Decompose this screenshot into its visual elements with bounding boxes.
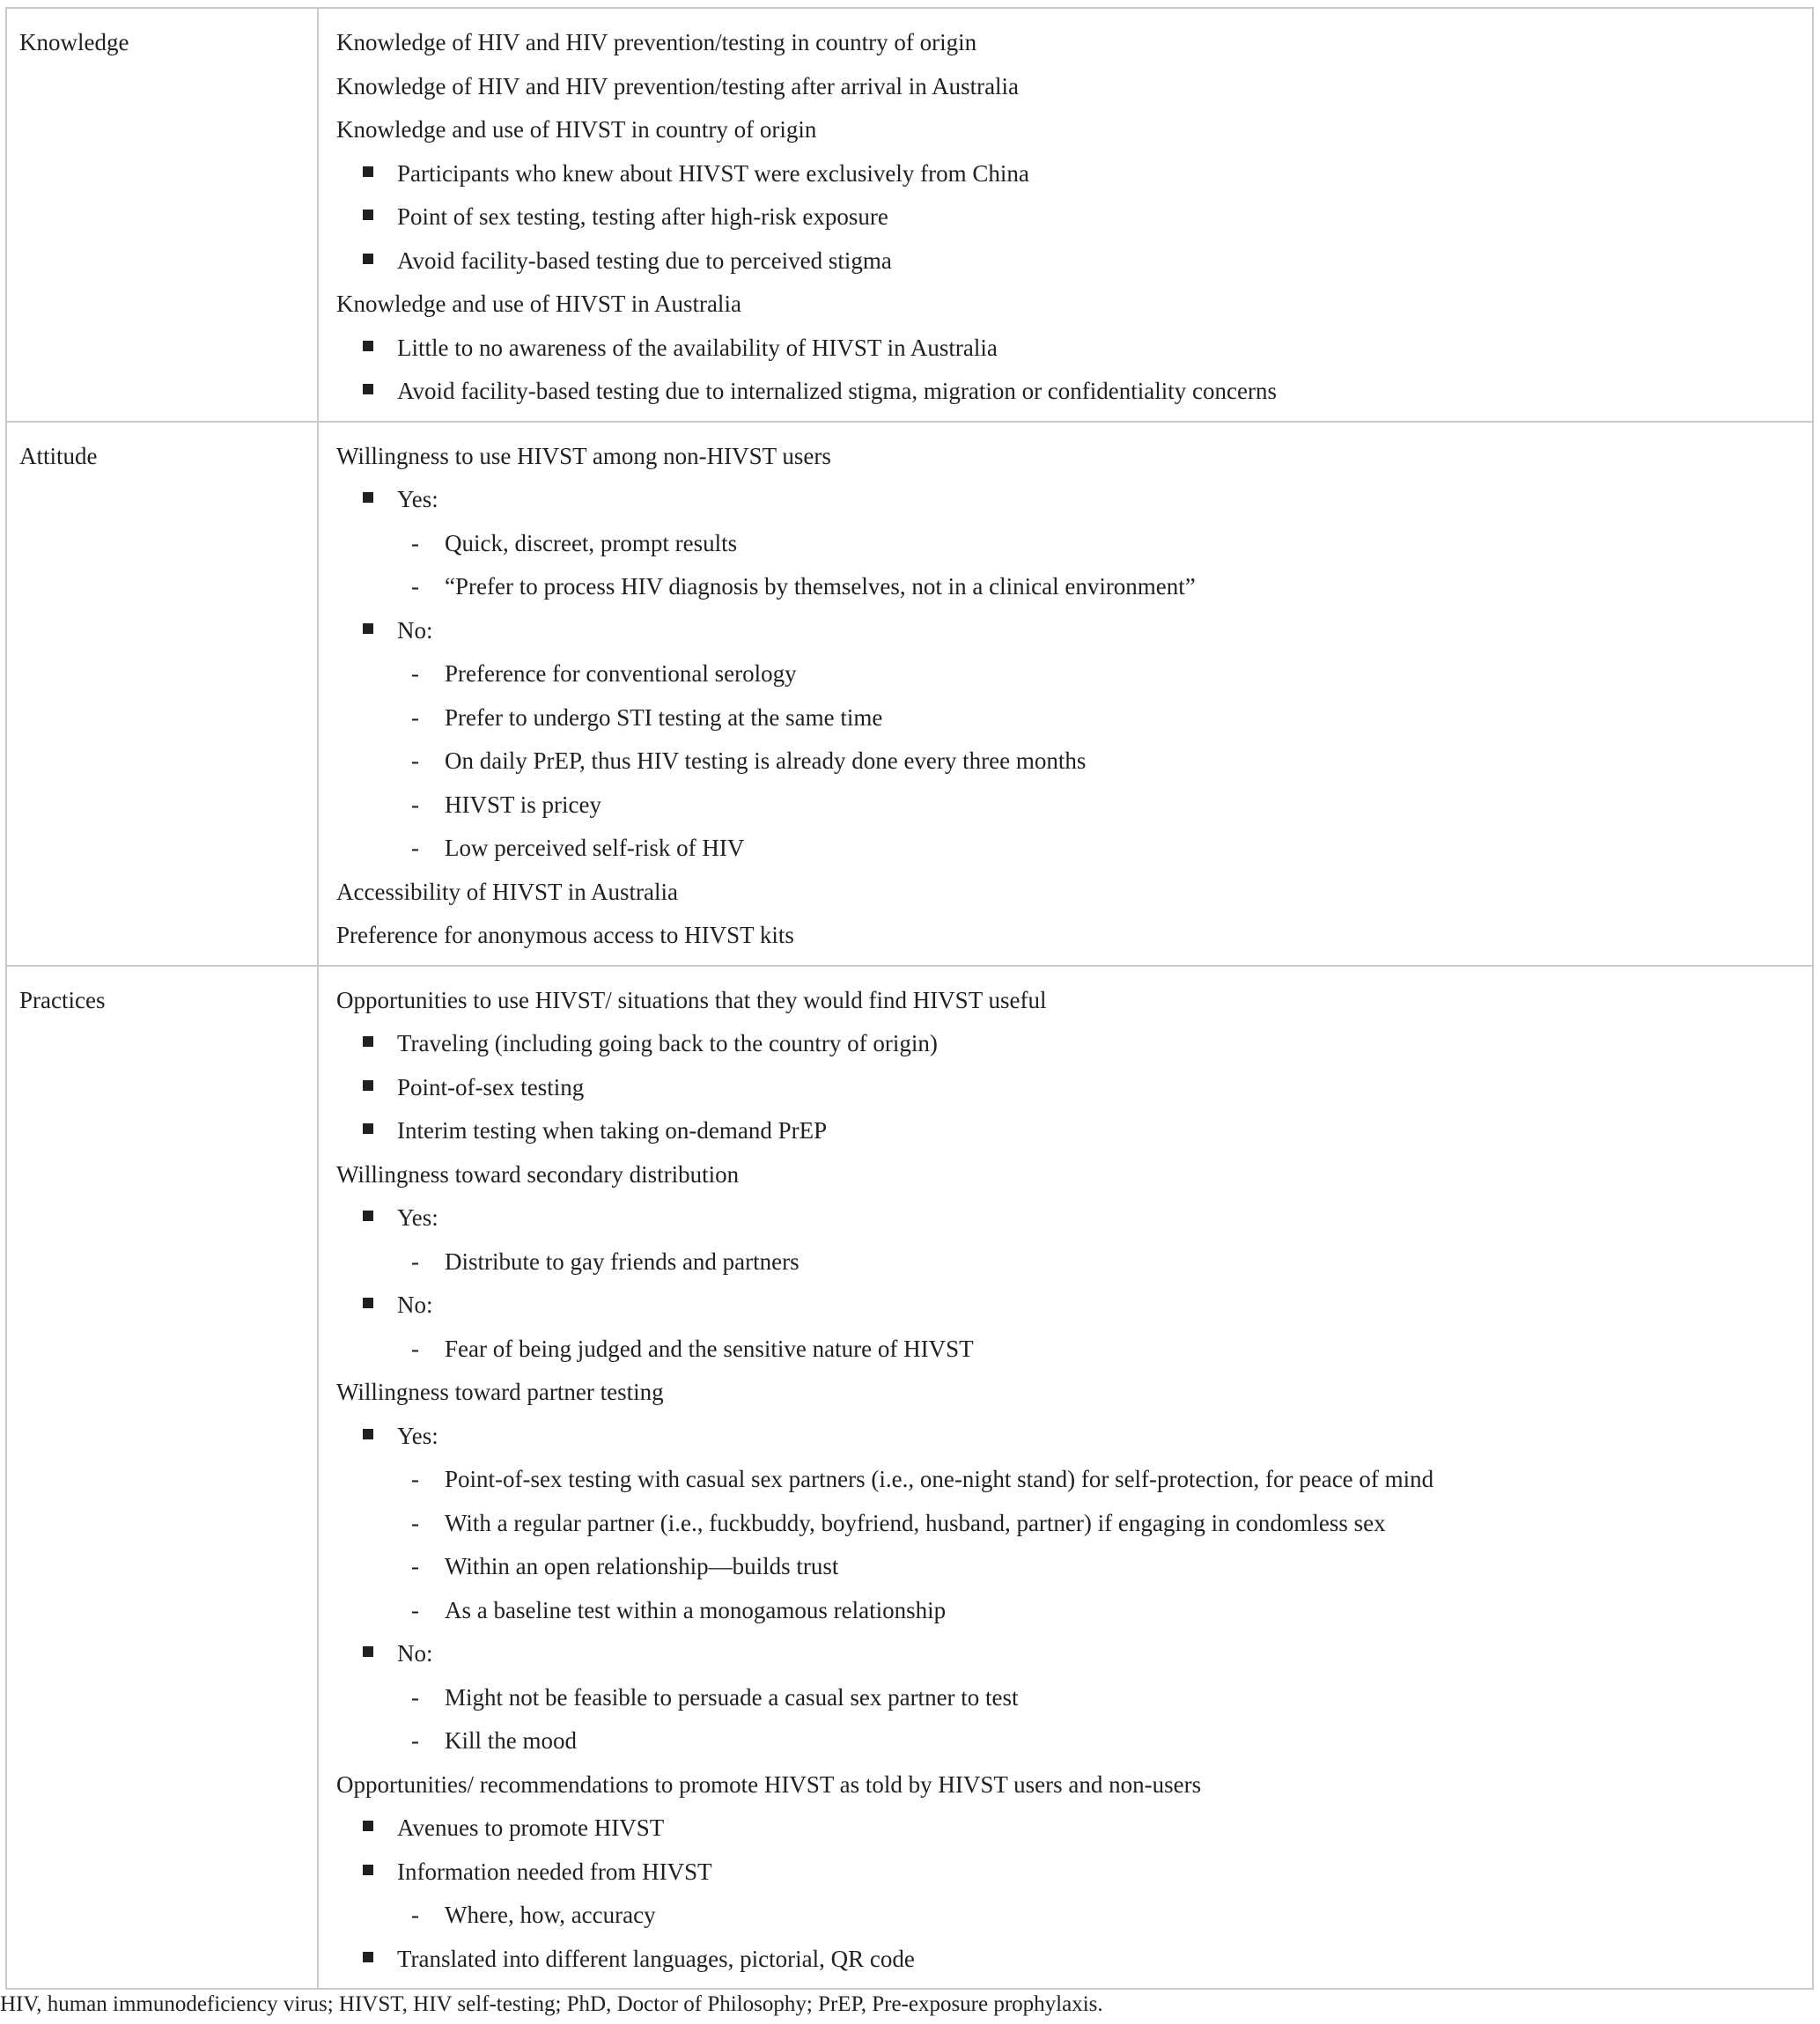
square-bullet-icon <box>363 1211 373 1221</box>
item-text: Prefer to undergo STI testing at the same time <box>445 703 883 731</box>
dash-bullet-icon: - <box>411 835 419 861</box>
sub-item <box>336 784 1798 828</box>
sub-item <box>336 652 1798 696</box>
dash-bullet-icon: - <box>411 1683 419 1711</box>
item-text: No: <box>397 1640 433 1667</box>
bullet-item <box>336 1632 1798 1676</box>
sub-item <box>336 1894 1798 1938</box>
dash-bullet-icon: - <box>411 660 419 687</box>
table-row-attitude <box>6 422 1813 966</box>
item-text: Point of sex testing, testing after high-risk exposure <box>397 203 888 230</box>
item-text: Willingness toward secondary distribution <box>336 1160 740 1188</box>
theme-content-cell <box>318 8 1813 422</box>
table-body <box>6 8 1813 1989</box>
item-text: Knowledge and use of HIVST in country of origin <box>336 116 817 143</box>
square-bullet-icon <box>363 623 373 634</box>
sub-item <box>336 522 1798 566</box>
sub-item <box>336 1458 1798 1502</box>
bullet-item <box>336 1415 1798 1459</box>
item-text: Translated into different languages, pictorial, QR code <box>397 1945 915 1972</box>
item-text: Willingness to use HIVST among non-HIVST users <box>336 442 831 469</box>
themes-table <box>5 7 1814 1990</box>
item-text: Preference for anonymous access to HIVST kits <box>336 922 794 948</box>
theme-heading <box>336 283 1798 327</box>
theme-heading <box>336 65 1798 109</box>
sub-item <box>336 1719 1798 1763</box>
square-bullet-icon <box>363 341 373 351</box>
item-text: Knowledge and use of HIVST in Australia <box>336 291 741 317</box>
theme-heading <box>336 979 1798 1023</box>
item-text: As a baseline test within a monogamous relationship <box>445 1596 947 1623</box>
square-bullet-icon <box>363 1646 373 1657</box>
dash-bullet-icon: - <box>411 791 419 818</box>
theme-heading <box>336 21 1798 65</box>
item-text: With a regular partner (i.e., fuckbuddy, boyfriend, husband, partner) if engaging in condomless sex <box>445 1509 1386 1536</box>
item-text: Accessibility of HIVST in Australia <box>336 878 678 905</box>
bullet-item <box>336 609 1798 653</box>
theme-heading <box>336 108 1798 152</box>
square-bullet-icon <box>363 384 373 394</box>
square-bullet-icon <box>363 1429 373 1439</box>
item-text: HIVST is pricey <box>445 791 601 818</box>
item-text: Knowledge of HIV and HIV prevention/testing in country of origin <box>336 29 977 55</box>
sub-item <box>336 740 1798 784</box>
sub-item <box>336 1502 1798 1546</box>
bullet-item <box>336 1196 1798 1240</box>
theme-heading <box>336 435 1798 479</box>
theme-heading <box>336 914 1798 958</box>
bullet-item <box>336 370 1798 414</box>
item-text: No: <box>397 616 433 644</box>
item-text: Little to no awareness of the availability of HIVST in Australia <box>397 334 998 361</box>
theme-heading <box>336 1763 1798 1807</box>
dash-bullet-icon: - <box>411 1466 419 1492</box>
item-text: Low perceived self-risk of HIV <box>445 835 745 861</box>
square-bullet-icon <box>363 166 373 177</box>
theme-heading <box>336 1371 1798 1415</box>
item-text: Kill the mood <box>445 1727 577 1754</box>
item-text: No: <box>397 1292 433 1318</box>
sub-item <box>336 1676 1798 1720</box>
item-text: Avoid facility-based testing due to internalized stigma, migration or confidentiality concerns <box>397 378 1277 404</box>
item-text: Fear of being judged and the sensitive nature of HIVST <box>445 1335 974 1362</box>
bullet-item <box>336 478 1798 522</box>
table-row-practices <box>6 966 1813 1990</box>
bullet-item <box>336 152 1798 196</box>
item-text: Preference for conventional serology <box>445 660 797 687</box>
bullet-item <box>336 327 1798 371</box>
square-bullet-icon <box>363 492 373 503</box>
square-bullet-icon <box>363 1080 373 1091</box>
sub-item <box>336 565 1798 609</box>
square-bullet-icon <box>363 1298 373 1308</box>
sub-item <box>336 1589 1798 1633</box>
square-bullet-icon <box>363 1821 373 1831</box>
bullet-item <box>336 239 1798 283</box>
dash-bullet-icon: - <box>411 1335 419 1362</box>
dash-bullet-icon: - <box>411 1248 419 1275</box>
sub-item <box>336 696 1798 740</box>
item-text: Where, how, accuracy <box>445 1902 656 1928</box>
item-text: Point-of-sex testing with casual sex partners (i.e., one-night stand) for self-protection, for peace of mind <box>445 1466 1434 1492</box>
category-cell: Practices <box>6 966 318 1990</box>
dash-bullet-icon: - <box>411 1509 419 1536</box>
dash-bullet-icon: - <box>411 1596 419 1623</box>
bullet-item <box>336 1109 1798 1153</box>
item-text: Participants who knew about HIVST were exclusively from China <box>397 159 1029 187</box>
dash-bullet-icon: - <box>411 1902 419 1928</box>
item-text: Might not be feasible to persuade a casual sex partner to test <box>445 1683 1019 1711</box>
dash-bullet-icon: - <box>411 573 419 600</box>
dash-bullet-icon: - <box>411 1553 419 1579</box>
item-text: Avenues to promote HIVST <box>397 1814 665 1841</box>
bullet-item <box>336 1284 1798 1328</box>
item-text: Opportunities to use HIVST/ situations that they would find HIVST useful <box>336 986 1047 1013</box>
theme-content-cell <box>318 966 1813 1990</box>
dash-bullet-icon: - <box>411 747 419 774</box>
table-row-knowledge <box>6 8 1813 422</box>
item-text: Avoid facility-based testing due to perceived stigma <box>397 247 892 274</box>
table-footnote: HIV, human immunodeficiency virus; HIVST, HIV self-testing; PhD, Doctor of Philosophy; PrEP, Pre-exposure prophylaxis. <box>0 1992 1103 2016</box>
item-text: Knowledge of HIV and HIV prevention/testing after arrival in Australia <box>336 72 1020 99</box>
sub-item <box>336 1328 1798 1372</box>
bullet-item <box>336 1022 1798 1066</box>
dash-bullet-icon: - <box>411 703 419 731</box>
dash-bullet-icon: - <box>411 1727 419 1754</box>
square-bullet-icon <box>363 254 373 264</box>
square-bullet-icon <box>363 1123 373 1134</box>
bullet-item <box>336 195 1798 239</box>
bullet-item <box>336 1851 1798 1895</box>
item-text: Quick, discreet, prompt results <box>445 529 738 556</box>
item-text: Yes: <box>397 486 438 512</box>
category-cell: Attitude <box>6 422 318 966</box>
square-bullet-icon <box>363 1952 373 1962</box>
item-text: Willingness toward partner testing <box>336 1379 664 1405</box>
item-text: Within an open relationship—builds trust <box>445 1553 839 1579</box>
square-bullet-icon <box>363 210 373 220</box>
theme-heading <box>336 871 1798 915</box>
item-text: Interim testing when taking on-demand PrEP <box>397 1117 828 1144</box>
item-text: Opportunities/ recommendations to promote HIVST as told by HIVST users and non-users <box>336 1770 1202 1798</box>
square-bullet-icon <box>363 1865 373 1875</box>
bullet-item <box>336 1938 1798 1982</box>
item-text: Information needed from HIVST <box>397 1858 712 1885</box>
bullet-item <box>336 1807 1798 1851</box>
item-text: On daily PrEP, thus HIV testing is already done every three months <box>445 747 1087 774</box>
item-text: Point-of-sex testing <box>397 1073 585 1100</box>
item-text: Yes: <box>397 1204 438 1231</box>
square-bullet-icon <box>363 1036 373 1047</box>
item-text: Distribute to gay friends and partners <box>445 1248 799 1275</box>
sub-item <box>336 1545 1798 1589</box>
item-text: Traveling (including going back to the country of origin) <box>397 1030 938 1056</box>
item-text: “Prefer to process HIV diagnosis by themselves, not in a clinical environment” <box>445 573 1196 600</box>
dash-bullet-icon: - <box>411 529 419 556</box>
theme-content-cell <box>318 422 1813 966</box>
sub-item <box>336 827 1798 871</box>
bullet-item <box>336 1066 1798 1110</box>
theme-heading <box>336 1153 1798 1197</box>
sub-item <box>336 1240 1798 1284</box>
item-text: Yes: <box>397 1422 438 1449</box>
category-cell: Knowledge <box>6 8 318 422</box>
